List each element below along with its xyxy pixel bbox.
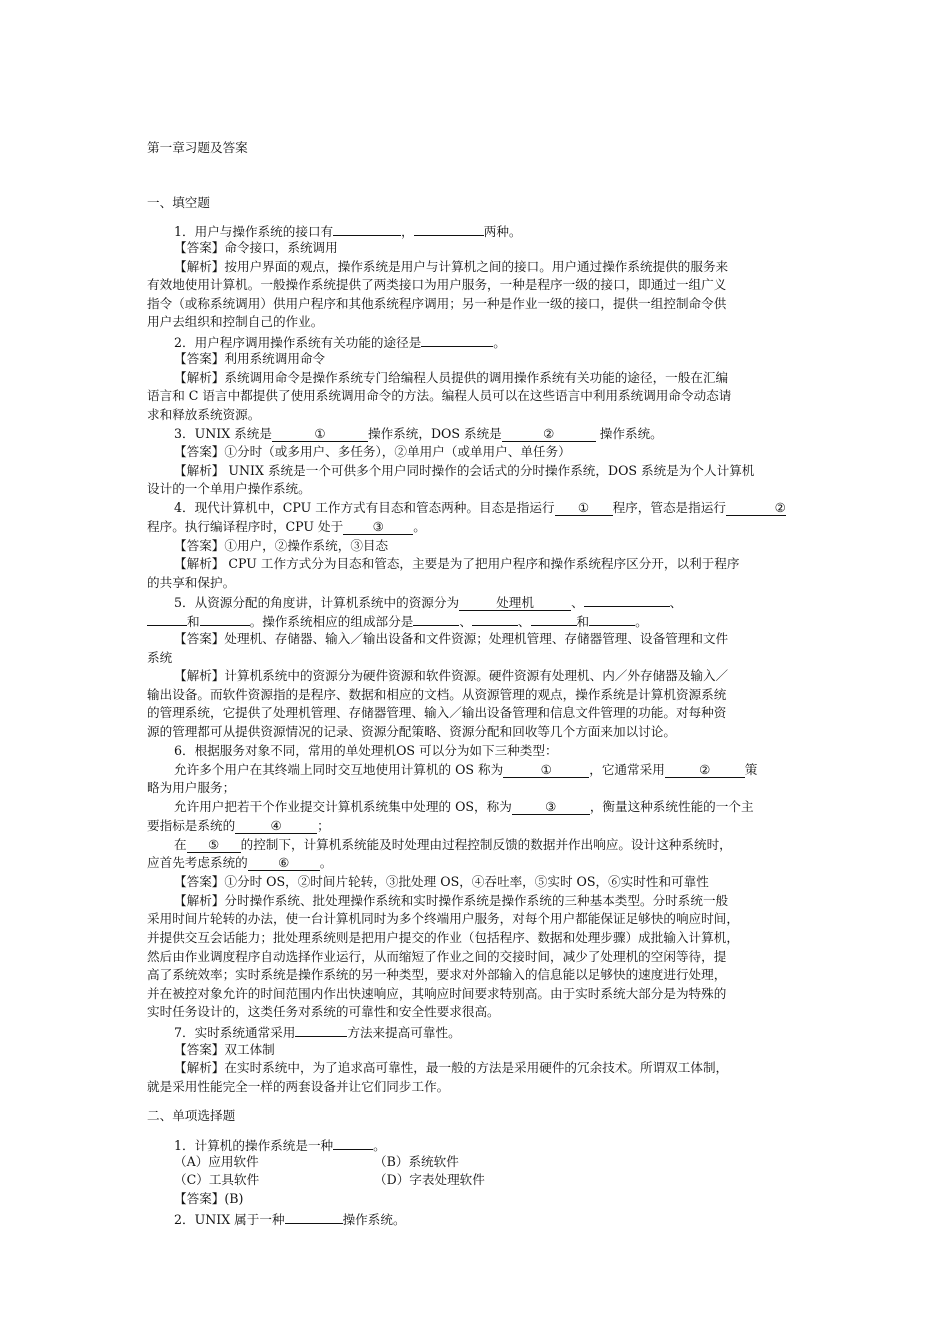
section-heading-choice: 二、单项选择题	[147, 1108, 236, 1123]
question-7: 7．实时系统通常采用 方法来提高可靠性。	[174, 1022, 461, 1041]
analysis-line: 语言和 C 语言中都提供了使用系统调用命令的方法。编程人员可以在这些语言中利用系统调用命令动态请	[147, 388, 732, 403]
blank	[414, 221, 484, 236]
question-3: 3．UNIX 系统是 ① 操作系统，DOS 系统是 ② 操作系统。	[174, 426, 663, 441]
option-c: （C）工具软件	[174, 1172, 260, 1187]
analysis-line: 【解析】 CPU 工作方式分为目态和管态，主要是为了把用户程序和操作系统程序区分开，以利于程序	[174, 556, 740, 571]
blank: ②	[726, 501, 786, 516]
blank	[147, 611, 187, 626]
analysis-line: 并提供交互会话能力；批处理系统则是把用户提交的作业（包括程序、数据和处理步骤）成批输入计算机，	[147, 930, 739, 945]
question-5-cont: 和 。操作系统相应的组成部分是 、 、 和 。	[147, 611, 648, 630]
answer-7: 【答案】双工体制	[174, 1042, 275, 1057]
question-6-part: 要指标是系统的 ④ ；	[147, 818, 330, 833]
answer-6: 【答案】①分时 OS，②时间片轮转，③批处理 OS，④吞吐率，⑤实时 OS，⑥实时性和可靠性	[174, 874, 709, 889]
blank: ①	[272, 427, 368, 442]
choice-question-1: 1．计算机的操作系统是一种 。	[174, 1135, 386, 1154]
analysis-line: 有效地使用计算机。一般操作系统提供了两类接口为用户服务，一种是程序一级的接口，即通过一组广义	[147, 277, 727, 292]
blank: ②	[665, 763, 745, 778]
blank	[285, 1209, 343, 1224]
document-title: 第一章习题及答案	[147, 140, 248, 155]
analysis-line: 指令（或称系统调用）供用户程序和其他系统程序调用；另一种是作业一级的接口，提供一组控制命令供	[147, 296, 727, 311]
blank	[584, 592, 670, 607]
question-6-part: 允许用户把若干个作业提交计算机系统集中处理的 OS，称为 ③ ，衡量这种系统性能的一个主	[174, 799, 754, 814]
analysis-line: 采用时间片轮转的办法，使一台计算机同时为多个终端用户服务，对每个用户都能保证足够快的响应时间，	[147, 911, 739, 926]
blank: ③	[343, 520, 413, 535]
blank	[200, 611, 250, 626]
question-6: 6．根据服务对象不同，常用的单处理机OS 可以分为如下三种类型：	[174, 743, 558, 758]
question-4: 4．现代计算机中，CPU 工作方式有目态和管态两种。目态是指运行 ① 程序，管态是指运行 ②	[174, 500, 786, 515]
answer-3: 【答案】①分时（或多用户、多任务），②单用户（或单用户、单任务）	[174, 444, 571, 459]
analysis-line: 【解析】计算机系统中的资源分为硬件资源和软件资源。硬件资源有处理机、内／外存储器及输入／	[174, 668, 729, 683]
blank: ④	[235, 819, 317, 834]
analysis-line: 源的管理都可从提供资源情况的记录、资源分配策略、资源分配和回收等几个方面来加以讨论。	[147, 724, 676, 739]
blank	[531, 611, 577, 626]
question-5: 5．从资源分配的角度讲，计算机系统中的资源分为 处理机 、 、	[174, 592, 682, 611]
analysis-line: 的共享和保护。	[147, 575, 236, 590]
blank	[333, 1135, 373, 1150]
analysis-line: 就是采用性能完全一样的两套设备并让它们同步工作。	[147, 1079, 450, 1094]
blank	[421, 332, 493, 347]
analysis-line: 【解析】 UNIX 系统是一个可供多个用户同时操作的会话式的分时操作系统，DOS 系统是为个人计算机	[174, 463, 755, 478]
analysis-line: 设计的一个单用户操作系统。	[147, 481, 311, 496]
analysis-line: 【解析】在实时系统中，为了追求高可靠性，最一般的方法是采用硬件的冗余技术。所谓双工体制，	[174, 1060, 729, 1075]
blank	[295, 1022, 347, 1037]
analysis-line: 的管理系统，它提供了处理机管理、存储器管理、输入／输出设备管理和信息文件管理的功能。对每种资	[147, 705, 727, 720]
option-b: （B）系统软件	[374, 1154, 459, 1169]
question-6-part: 略为用户服务；	[147, 780, 236, 795]
analysis-line: 用户去组织和控制自己的作业。	[147, 314, 324, 329]
option-d: （D）字表处理软件	[374, 1172, 485, 1187]
answer-2: 【答案】利用系统调用命令	[174, 351, 326, 366]
blank: ⑤	[187, 838, 241, 853]
blank: ③	[512, 800, 590, 815]
answer-5: 【答案】处理机、存储器、输入／输出设备和文件资源；处理机管理、存储器管理、设备管理和文件	[174, 631, 729, 646]
choice-answer-1: 【答案】(B)	[174, 1191, 244, 1206]
blank	[413, 611, 459, 626]
question-1: 1．用户与操作系统的接口有 ， 两种。	[174, 221, 522, 240]
blank: 处理机	[459, 596, 571, 611]
analysis-line: 【解析】按用户界面的观点，操作系统是用户与计算机之间的接口。用户通过操作系统提供的服务来	[174, 259, 729, 274]
section-heading-fill: 一、填空题	[147, 195, 210, 210]
blank: ①	[503, 763, 589, 778]
analysis-line: 【解析】系统调用命令是操作系统专门给编程人员提供的调用操作系统有关功能的途径，一般在汇编	[174, 370, 729, 385]
answer-5-cont: 系统	[147, 650, 173, 665]
blank: ②	[502, 427, 596, 442]
question-2: 2．用户程序调用操作系统有关功能的途径是 。	[174, 332, 506, 351]
choice-question-2: 2．UNIX 属于一种 操作系统。	[174, 1209, 406, 1228]
answer-1: 【答案】命令接口，系统调用	[174, 240, 338, 255]
analysis-line: 输出设备。而软件资源指的是程序、数据和相应的文档。从资源管理的观点，操作系统是计算机资源系统	[147, 687, 727, 702]
answer-4: 【答案】①用户，②操作系统，③目态	[174, 538, 389, 553]
option-a: （A）应用软件	[174, 1154, 259, 1169]
question-6-part: 允许多个用户在其终端上同时交互地使用计算机的 OS 称为 ① ，它通常采用 ② 策	[174, 762, 758, 777]
blank	[589, 611, 635, 626]
analysis-line: 求和释放系统资源。	[147, 407, 261, 422]
question-6-part: 应首先考虑系统的 ⑥ 。	[147, 855, 333, 870]
analysis-line: 高了系统效率；实时系统是操作系统的另一种类型，要求对外部输入的信息能以足够快的速度进行处理，	[147, 967, 727, 982]
analysis-line: 然后由作业调度程序自动选择作业运行，从而缩短了作业之间的交接时间，减少了处理机的空闲等待，提	[147, 949, 727, 964]
analysis-line: 【解析】分时操作系统、批处理操作系统和实时操作系统是操作系统的三种基本类型。分时系统一般	[174, 893, 729, 908]
analysis-line: 实时任务设计的，这类任务对系统的可靠性和安全性要求很高。	[147, 1004, 500, 1019]
blank: ⑥	[248, 856, 320, 871]
blank	[333, 221, 401, 236]
blank	[472, 611, 518, 626]
analysis-line: 并在被控对象允许的时间范围内作出快速响应，其响应时间要求特别高。由于实时系统大部分是为特殊的	[147, 986, 727, 1001]
question-6-part: 在 ⑤ 的控制下，计算机系统能及时处理由过程控制反馈的数据并作出响应。设计这种系统时，	[174, 837, 732, 852]
blank: ①	[555, 501, 613, 516]
question-4-cont: 程序。执行编译程序时，CPU 处于 ③ 。	[147, 519, 426, 534]
